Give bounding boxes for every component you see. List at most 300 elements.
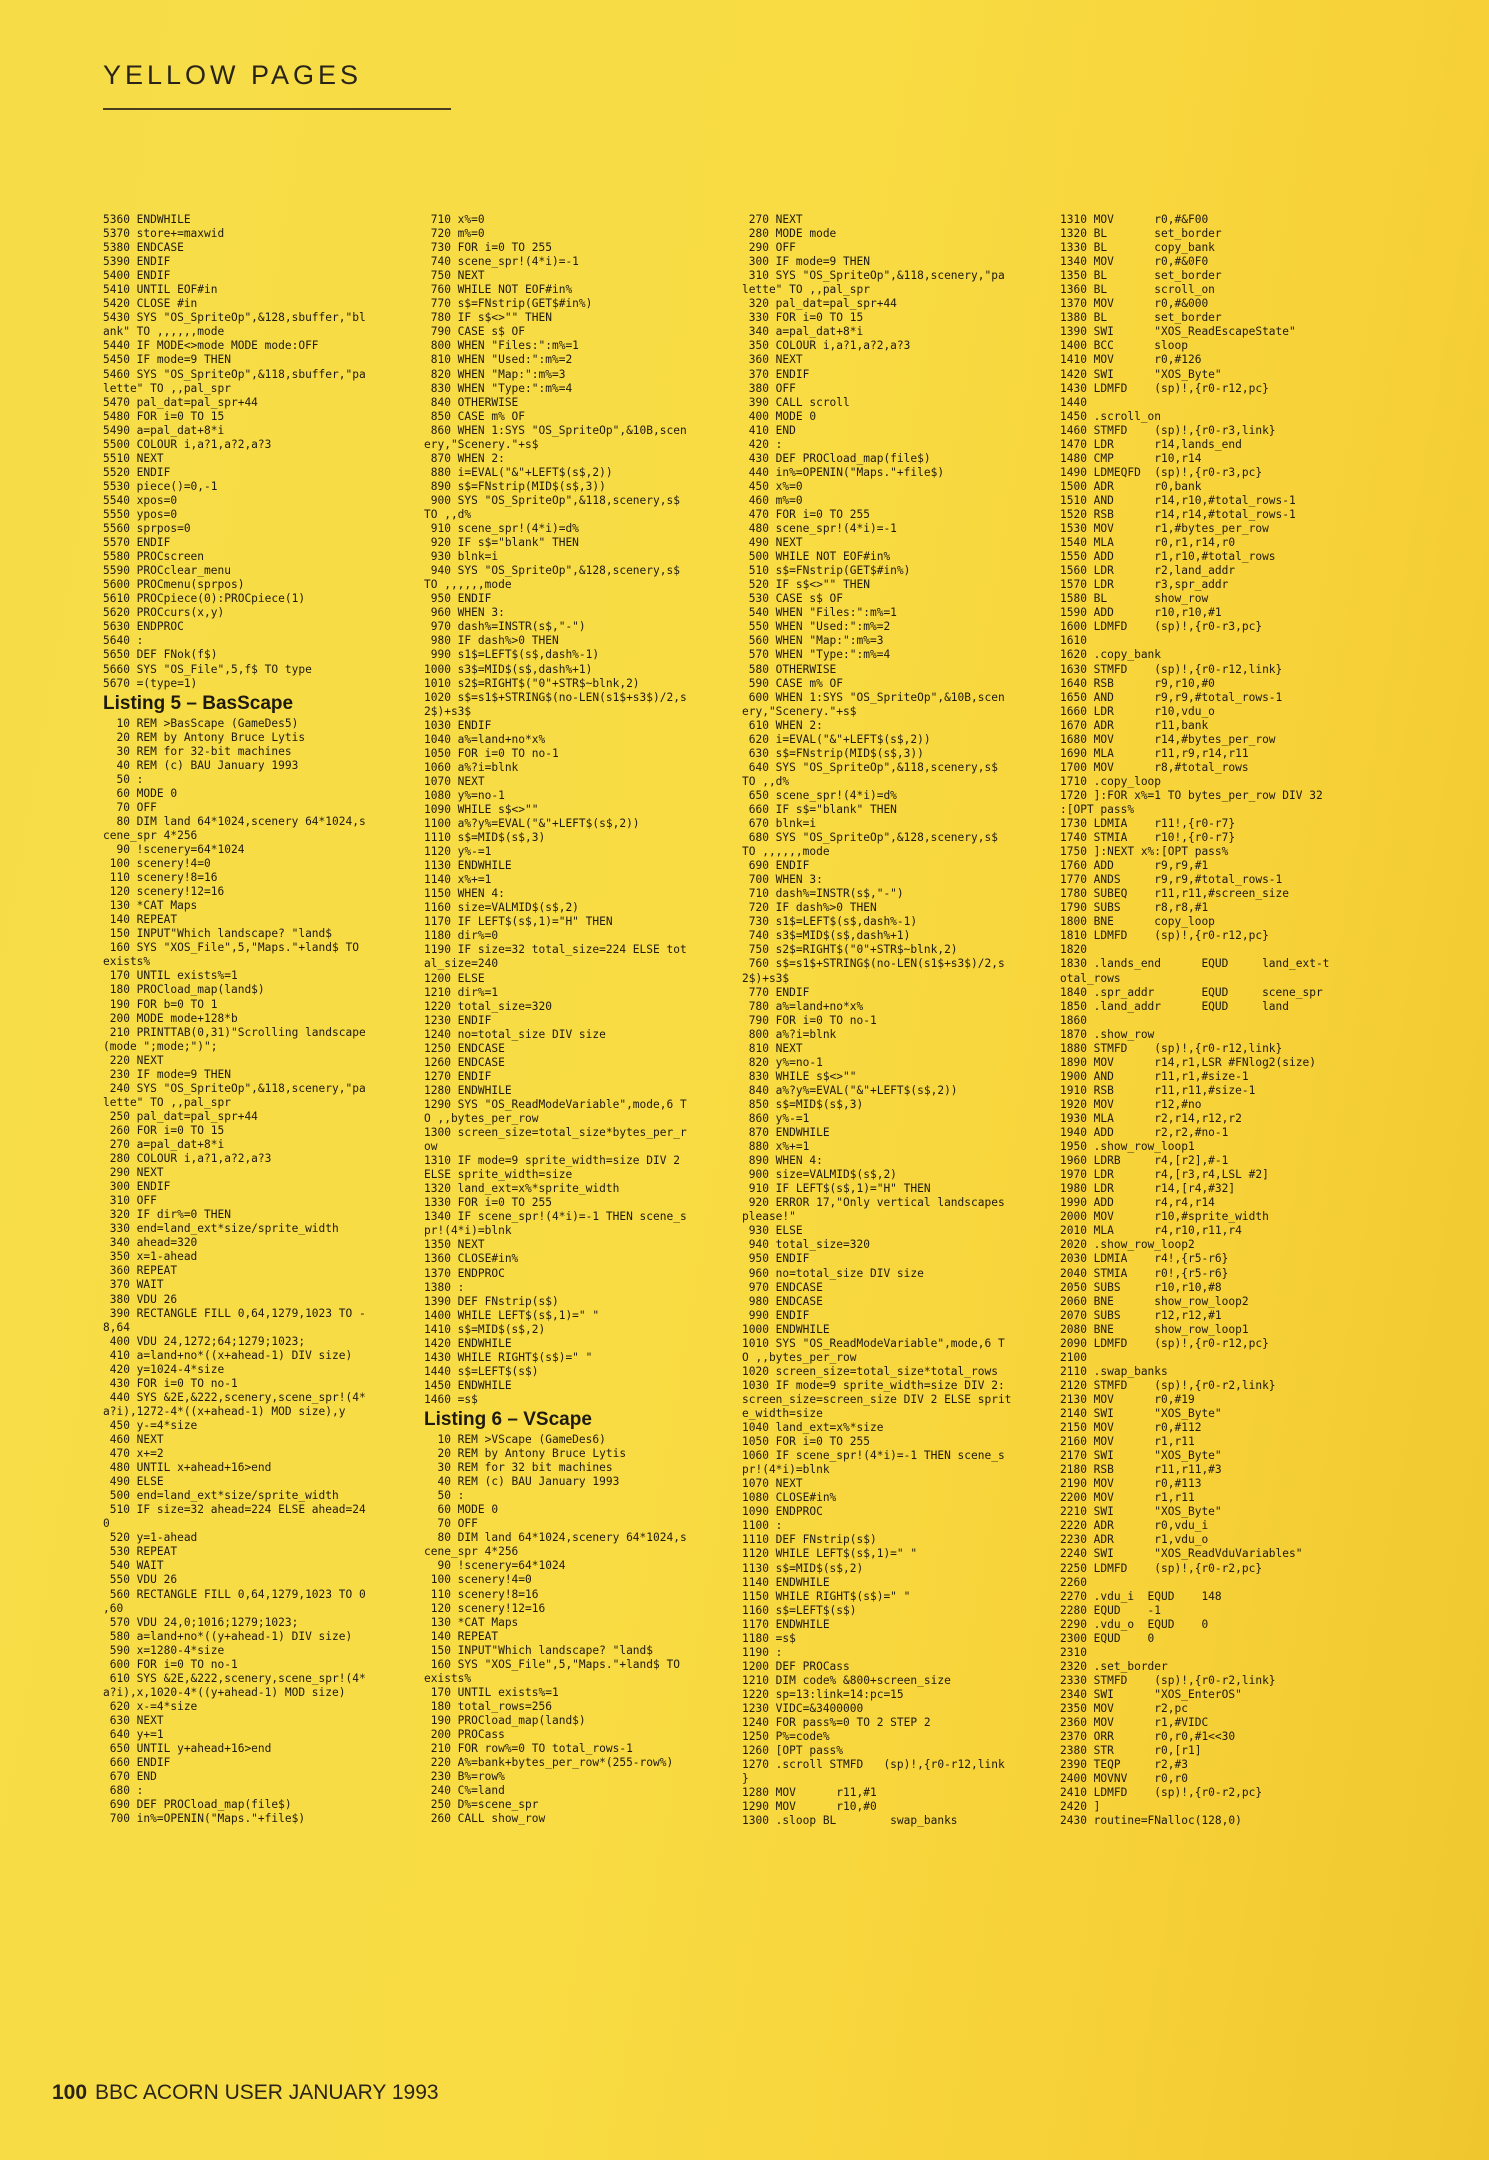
code-line: 1900 AND r11,r1,#size-1: [1060, 1069, 1249, 1083]
code-line: 970 dash%=INSTR(s$,"-"): [424, 620, 586, 634]
code-line: 740 s3$=MID$(s$,dash%+1): [742, 929, 911, 943]
code-line: 280 COLOUR i,a?1,a?2,a?3: [103, 1152, 272, 1166]
code-line: 1540 MLA r0,r1,r14,r0: [1060, 536, 1236, 550]
code-line: 2230 ADR r1,vdu_o: [1060, 1533, 1209, 1547]
code-line: 370 WAIT: [103, 1278, 164, 1292]
code-line: 60 MODE 0: [103, 786, 178, 800]
code-line: 460 NEXT: [103, 1432, 164, 1446]
code-line: 1210 dir%=1: [424, 985, 499, 999]
code-line: 310 OFF: [103, 1194, 157, 1208]
code-line: 540 WHEN "Files:":m%=1: [742, 606, 897, 620]
code-line: 210 FOR row%=0 TO total_rows-1: [424, 1742, 633, 1756]
code-line: 1370 MOV r0,#&000: [1060, 297, 1209, 311]
code-line: 1010 s2$=RIGHT$("0"+STR$~blnk,2): [424, 676, 640, 690]
code-line: 90 !scenery=64*1024: [103, 843, 245, 857]
code-line: 410 END: [742, 423, 796, 437]
code-line: 260 FOR i=0 TO 15: [103, 1123, 225, 1137]
code-line: 980 IF dash%>0 THEN: [424, 634, 559, 648]
code-line: 2320 .set_border: [1060, 1659, 1168, 1673]
code-line: 1790 SUBS r8,r8,#1: [1060, 901, 1209, 915]
code-line: 480 scene_spr!(4*i)=-1: [742, 522, 897, 536]
code-line: 1250 P%=code%: [742, 1730, 830, 1744]
code-line: 1860: [1060, 1013, 1087, 1027]
code-line: TO ,,d%: [742, 774, 790, 788]
code-line: al_size=240: [424, 957, 499, 971]
code-line: 710 dash%=INSTR(s$,"-"): [742, 887, 904, 901]
code-line: exists%: [424, 1671, 472, 1685]
code-line: 1310 IF mode=9 sprite_width=size DIV 2: [424, 1154, 680, 1168]
code-line: 5570 ENDIF: [103, 536, 171, 550]
code-line: 630 NEXT: [103, 1713, 164, 1727]
code-line: 1290 MOV r10,#0: [742, 1800, 877, 1814]
code-line: 540 WAIT: [103, 1559, 164, 1573]
code-line: 400 VDU 24,1272;64;1279;1023;: [103, 1334, 306, 1348]
code-line: 1160 size=VALMID$(s$,2): [424, 901, 579, 915]
code-line: 70 OFF: [424, 1517, 478, 1531]
code-line: 20 REM by Antony Bruce Lytis: [424, 1447, 627, 1461]
code-line: 2030 LDMIA r4!,{r5-r6}: [1060, 1252, 1229, 1266]
code-line: 90 !scenery=64*1024: [424, 1559, 566, 1573]
code-line: 1410 MOV r0,#126: [1060, 353, 1202, 367]
code-line: 340 a=pal_dat+8*i: [742, 325, 864, 339]
code-line: 690 DEF PROCload_map(file$): [103, 1798, 292, 1812]
code-line: 240 SYS "OS_SpriteOp",&118,scenery,"pa: [103, 1081, 366, 1095]
code-line: 2000 MOV r10,#sprite_width: [1060, 1210, 1269, 1224]
code-line: 1500 ADR r0,bank: [1060, 479, 1202, 493]
code-line: 120 scenery!12=16: [424, 1601, 546, 1615]
code-line: 1060 a%?i=blnk: [424, 760, 519, 774]
code-line: 610 SYS &2E,&222,scenery,scene_spr!(4*: [103, 1671, 366, 1685]
code-line: TO ,,,,,,mode: [742, 845, 830, 859]
code-line: 700 in%=OPENIN("Maps."+file$): [103, 1812, 306, 1826]
code-line: 1390 SWI "XOS_ReadEscapeState": [1060, 325, 1296, 339]
code-line: 5400 ENDIF: [103, 269, 171, 283]
code-line: 150 INPUT"Which landscape? "land$: [424, 1643, 654, 1657]
code-line: 5530 piece()=0,-1: [103, 479, 218, 493]
code-line: 100 scenery!4=0: [103, 857, 211, 871]
code-line: 1210 DIM code% &800+screen_size: [742, 1673, 951, 1687]
code-line: 10 REM >BasScape (GameDes5): [103, 716, 299, 730]
code-line: 910 IF LEFT$(s$,1)="H" THEN: [742, 1182, 931, 1196]
code-line: 1300 screen_size=total_size*bytes_per_r: [424, 1126, 687, 1140]
code-line: 1000 ENDWHILE: [742, 1322, 830, 1336]
code-line: 220 A%=bank+bytes_per_row*(255-row%): [424, 1756, 674, 1770]
code-line: 2050 SUBS r10,r10,#8: [1060, 1280, 1222, 1294]
code-line: 530 CASE s$ OF: [742, 592, 844, 606]
code-line: 120 scenery!12=16: [103, 885, 225, 899]
code-line: 760 WHILE NOT EOF#in%: [424, 283, 573, 297]
code-line: 310 SYS "OS_SpriteOp",&118,scenery,"pa: [742, 269, 1005, 283]
code-line: 880 x%+=1: [742, 1140, 810, 1154]
code-line: 830 WHEN "Type:":m%=4: [424, 381, 573, 395]
code-line: 1060 IF scene_spr!(4*i)=-1 THEN scene_s: [742, 1449, 1005, 1463]
code-line: 20 REM by Antony Bruce Lytis: [103, 730, 306, 744]
code-line: 1100 :: [742, 1519, 783, 1533]
code-line: otal_rows: [1060, 971, 1121, 985]
code-line: 1290 SYS "OS_ReadModeVariable",mode,6 T: [424, 1097, 687, 1111]
code-line: 1840 .spr_addr EQUD scene_spr: [1060, 985, 1323, 999]
code-line: 1280 MOV r11,#1: [742, 1786, 877, 1800]
code-line: 270 NEXT: [742, 213, 803, 226]
code-line: 1320 land_ext=x%*sprite_width: [424, 1182, 620, 1196]
code-line: 470 x+=2: [103, 1447, 164, 1461]
code-line: 1730 LDMIA r11!,{r0-r7}: [1060, 817, 1236, 831]
code-line: 5650 DEF FNok(f$): [103, 648, 218, 662]
code-line: 990 ENDIF: [742, 1308, 810, 1322]
code-line: 1870 .show_row: [1060, 1027, 1155, 1041]
code-line: cene_spr 4*256: [103, 828, 198, 842]
code-line: :[OPT pass%: [1060, 802, 1135, 816]
code-line: 2340 SWI "XOS_EnterOS": [1060, 1687, 1242, 1701]
code-line: 1690 MLA r11,r9,r14,r11: [1060, 746, 1249, 760]
code-line: 1080 CLOSE#in%: [742, 1491, 837, 1505]
code-line: 800 WHEN "Files:":m%=1: [424, 339, 579, 353]
code-line: 1430 LDMFD (sp)!,{r0-r12,pc}: [1060, 381, 1269, 395]
code-line: 1100 a%?y%=EVAL("&"+LEFT$(s$,2)): [424, 817, 640, 831]
code-line: 5640 :: [103, 634, 144, 648]
code-line: TO ,,,,,,mode: [424, 578, 512, 592]
code-line: 480 UNTIL x+ahead+16>end: [103, 1461, 272, 1475]
code-line: 520 y=1-ahead: [103, 1531, 198, 1545]
code-line: 1220 sp=13:link=14:pc=15: [742, 1687, 904, 1701]
code-line: 1350 NEXT: [424, 1238, 485, 1252]
code-line: a?i),1272-4*((x+ahead-1) MOD size),y: [103, 1404, 346, 1418]
code-line: 5670 =(type=1): [103, 676, 198, 690]
code-line: 5380 ENDCASE: [103, 241, 184, 255]
code-line: 5600 PROCmenu(sprpos): [103, 578, 245, 592]
code-line: 1850 .land_addr EQUD land: [1060, 999, 1290, 1013]
code-line: 660 ENDIF: [103, 1756, 171, 1770]
code-line: 110 scenery!8=16: [103, 871, 218, 885]
code-line: 1430 WHILE RIGHT$(s$)=" ": [424, 1350, 593, 1364]
code-line: 1020 s$=s1$+STRING$(no-LEN(s1$+s3$)/2,s: [424, 690, 687, 704]
code-line: 440 in%=OPENIN("Maps."+file$): [742, 465, 945, 479]
code-line: 670 END: [103, 1770, 157, 1784]
code-line: 1250 ENDCASE: [424, 1041, 505, 1055]
code-line: 700 WHEN 3:: [742, 873, 823, 887]
code-line: 5510 NEXT: [103, 451, 164, 465]
code-line: 490 ELSE: [103, 1475, 164, 1489]
code-line: 1410 s$=MID$(s$,2): [424, 1322, 546, 1336]
code-line: 470 FOR i=0 TO 255: [742, 507, 870, 521]
code-line: 1780 SUBEQ r11,r11,#screen_size: [1060, 887, 1290, 901]
code-line: 620 i=EVAL("&"+LEFT$(s$,2)): [742, 732, 931, 746]
code-line: 1560 LDR r2,land_addr: [1060, 564, 1236, 578]
code-line: 2420 ]: [1060, 1800, 1101, 1814]
code-line: 730 FOR i=0 TO 255: [424, 241, 552, 255]
code-line: 1040 land_ext=x%*size: [742, 1421, 884, 1435]
code-line: 160 SYS "XOS_File",5,"Maps."+land$ TO: [424, 1657, 680, 1671]
code-line: 770 ENDIF: [742, 985, 810, 999]
code-line: 1360 BL scroll_on: [1060, 283, 1215, 297]
code-line: 1170 ENDWHILE: [742, 1617, 830, 1631]
code-line: 890 WHEN 4:: [742, 1154, 823, 1168]
code-line: 160 SYS "XOS_File",5,"Maps."+land$ TO: [103, 941, 359, 955]
code-line: 1150 WHEN 4:: [424, 887, 505, 901]
code-line: 1720 ]:FOR x%=1 TO bytes_per_row DIV 32: [1060, 788, 1323, 802]
code-line: 1420 SWI "XOS_Byte": [1060, 367, 1222, 381]
code-line: 150 INPUT"Which landscape? "land$: [103, 927, 333, 941]
code-line: 140 REPEAT: [424, 1629, 499, 1643]
code-line: 560 RECTANGLE FILL 0,64,1279,1023 TO 0: [103, 1587, 366, 1601]
code-line: 240 C%=land: [424, 1784, 505, 1798]
code-line: 50 :: [424, 1489, 465, 1503]
code-line: 1120 WHILE LEFT$(s$,1)=" ": [742, 1547, 918, 1561]
code-line: 1710 .copy_loop: [1060, 774, 1162, 788]
code-line: 940 total_size=320: [742, 1238, 870, 1252]
code-line: 1230 VIDC=&3400000: [742, 1701, 864, 1715]
code-line: 920 IF s$="blank" THEN: [424, 536, 579, 550]
code-line: 2330 STMFD (sp)!,{r0-r2,link}: [1060, 1673, 1276, 1687]
code-line: 230 B%=row%: [424, 1770, 505, 1784]
code-line: 2$)+s3$: [424, 704, 472, 718]
code-line: 5610 PROCpiece(0):PROCpiece(1): [103, 592, 306, 606]
code-line: 5520 ENDIF: [103, 465, 171, 479]
code-line: 1600 LDMFD (sp)!,{r0-r3,pc}: [1060, 620, 1263, 634]
code-line: 510 s$=FNstrip(GET$#in%): [742, 564, 911, 578]
code-line: 270 a=pal_dat+8*i: [103, 1138, 225, 1151]
code-line: 1390 DEF FNstrip(s$): [424, 1294, 559, 1308]
code-line: 5420 CLOSE #in: [103, 297, 198, 311]
code-line: ,60: [103, 1601, 124, 1615]
code-line: 1700 MOV r8,#total_rows: [1060, 760, 1249, 774]
code-line: 2190 MOV r0,#113: [1060, 1477, 1202, 1491]
code-line: 620 x-=4*size: [103, 1699, 198, 1713]
code-line: 1200 DEF PROCass: [742, 1659, 850, 1673]
code-line: 350 x=1-ahead: [103, 1250, 198, 1264]
code-line: 1420 ENDWHILE: [424, 1336, 512, 1350]
code-line: 8,64: [103, 1320, 130, 1334]
code-line: 5440 IF MODE<>mode MODE mode:OFF: [103, 339, 319, 353]
code-line: 730 s1$=LEFT$(s$,dash%-1): [742, 915, 918, 929]
code-line: 780 a%=land+no*x%: [742, 999, 864, 1013]
code-line: 1300 .sloop BL swap_banks: [742, 1814, 958, 1828]
code-line: 130 *CAT Maps: [424, 1615, 519, 1629]
code-line: pr!(4*i)=blnk: [742, 1463, 830, 1477]
code-line: 860 y%-=1: [742, 1112, 810, 1125]
code-line: ery,"Scenery."+s$: [424, 437, 539, 451]
code-line: 370 ENDIF: [742, 367, 810, 381]
code-line: 1830 .lands_end EQUD land_ext-t: [1060, 957, 1330, 971]
code-line: 1110 DEF FNstrip(s$): [742, 1533, 877, 1547]
code-line: 2010 MLA r4,r10,r11,r4: [1060, 1224, 1242, 1238]
code-line: 2350 MOV r2,pc: [1060, 1701, 1188, 1715]
code-line: 1810 LDMFD (sp)!,{r0-r12,pc}: [1060, 929, 1269, 943]
code-line: 410 a=land+no*((x+ahead-1) DIV size): [103, 1348, 353, 1362]
code-line: 1140 x%+=1: [424, 873, 492, 887]
code-line: 870 ENDWHILE: [742, 1126, 830, 1140]
code-line: 2400 MOVNV r0,r0: [1060, 1772, 1188, 1786]
code-line: lette" TO ,,pal_spr: [742, 283, 870, 297]
code-line: 930 blnk=i: [424, 550, 499, 564]
code-line: 1350 BL set_border: [1060, 269, 1222, 283]
code-line: 840 a%?y%=EVAL("&"+LEFT$(s$,2)): [742, 1083, 958, 1097]
code-line: 2130 MOV r0,#19: [1060, 1392, 1195, 1406]
code-line: e_width=size: [742, 1406, 823, 1420]
code-line: 2430 routine=FNalloc(128,0): [1060, 1814, 1242, 1828]
code-line: 1380 :: [424, 1280, 465, 1294]
code-line: 590 x=1280-4*size: [103, 1643, 225, 1657]
code-line: 190 FOR b=0 TO 1: [103, 997, 218, 1011]
code-line: 110 scenery!8=16: [424, 1587, 539, 1601]
code-line: 650 UNTIL y+ahead+16>end: [103, 1742, 272, 1756]
code-line: (mode ";mode;")";: [103, 1039, 218, 1053]
code-line: 660 IF s$="blank" THEN: [742, 802, 897, 816]
code-line: 1200 ELSE: [424, 971, 485, 985]
code-line: 840 OTHERWISE: [424, 395, 519, 409]
code-line: 1630 STMFD (sp)!,{r0-r12,link}: [1060, 662, 1283, 676]
code-line: 2090 LDMFD (sp)!,{r0-r12,pc}: [1060, 1336, 1269, 1350]
code-line: 930 ELSE: [742, 1224, 803, 1238]
code-line: 1070 NEXT: [424, 774, 485, 788]
code-line: 350 COLOUR i,a?1,a?2,a?3: [742, 339, 911, 353]
code-line: 5430 SYS "OS_SpriteOp",&128,sbuffer,"bl: [103, 311, 366, 325]
code-line: 5410 UNTIL EOF#in: [103, 283, 218, 297]
code-line: 1440 s$=LEFT$(s$): [424, 1364, 539, 1378]
code-line: 630 s$=FNstrip(MID$(s$,3)): [742, 746, 924, 760]
code-line: 910 scene_spr!(4*i)=d%: [424, 522, 579, 536]
code-line: 5580 PROCscreen: [103, 550, 205, 564]
code-line: 1670 ADR r11,bank: [1060, 718, 1209, 732]
code-line: 580 a=land+no*((y+ahead-1) DIV size): [103, 1629, 353, 1643]
code-line: 2180 RSB r11,r11,#3: [1060, 1463, 1222, 1477]
code-line: 5470 pal_dat=pal_spr+44: [103, 395, 258, 409]
code-line: 1370 ENDPROC: [424, 1266, 505, 1280]
code-line: 790 CASE s$ OF: [424, 325, 526, 339]
code-line: 1180 dir%=0: [424, 929, 499, 943]
header-rule: [103, 108, 451, 110]
code-line: 770 s$=FNstrip(GET$#in%): [424, 297, 593, 311]
code-line: 130 *CAT Maps: [103, 899, 198, 913]
code-line: 2070 SUBS r12,r12,#1: [1060, 1308, 1222, 1322]
code-line: 1180 =s$: [742, 1631, 796, 1645]
code-line: 900 size=VALMID$(s$,2): [742, 1168, 897, 1182]
code-line: 1400 BCC sloop: [1060, 339, 1188, 353]
code-line: }: [742, 1772, 749, 1786]
code-line: 380 OFF: [742, 381, 796, 395]
code-line: 290 OFF: [742, 241, 796, 255]
code-line: 2210 SWI "XOS_Byte": [1060, 1505, 1222, 1519]
code-line: 2370 ORR r0,r0,#1<<30: [1060, 1730, 1236, 1744]
code-line: 430 DEF PROCload_map(file$): [742, 451, 931, 465]
code-line: 40 REM (c) BAU January 1993: [424, 1475, 620, 1489]
code-line: 1240 no=total_size DIV size: [424, 1027, 606, 1041]
code-line: 2410 LDMFD (sp)!,{r0-r2,pc}: [1060, 1786, 1263, 1800]
code-line: 570 VDU 24,0;1016;1279;1023;: [103, 1615, 299, 1629]
code-line: 1490 LDMEQFD (sp)!,{r0-r3,pc}: [1060, 465, 1263, 479]
code-line: 1150 WHILE RIGHT$(s$)=" ": [742, 1589, 911, 1603]
code-line: 1080 y%=no-1: [424, 788, 505, 802]
code-line: 810 WHEN "Used:":m%=2: [424, 353, 573, 367]
code-line: 100 scenery!4=0: [424, 1573, 532, 1587]
code-line: 990 s1$=LEFT$(s$,dash%-1): [424, 648, 600, 662]
code-line: 1330 BL copy_bank: [1060, 241, 1215, 255]
code-line: 2020 .show_row_loop2: [1060, 1238, 1195, 1252]
code-line: 2280 EQUD -1: [1060, 1603, 1162, 1617]
code-line: 1930 MLA r2,r14,r12,r2: [1060, 1112, 1242, 1125]
code-line: 2110 .swap_banks: [1060, 1364, 1168, 1378]
code-line: 800 a%?i=blnk: [742, 1027, 837, 1041]
code-line: 1800 BNE copy_loop: [1060, 915, 1215, 929]
code-line: 680 SYS "OS_SpriteOp",&128,scenery,s$: [742, 831, 998, 845]
listing-heading: Listing 5 – BasScape: [103, 692, 294, 714]
code-line: 1460 =s$: [424, 1392, 478, 1406]
code-line: screen_size=screen_size DIV 2 ELSE sprit: [742, 1392, 1012, 1406]
code-line: 1380 BL set_border: [1060, 311, 1222, 325]
code-line: 1040 a%=land+no*x%: [424, 732, 546, 746]
code-line: 820 y%=no-1: [742, 1055, 823, 1069]
code-line: 260 CALL show_row: [424, 1812, 546, 1826]
code-line: 1340 MOV r0,#&0F0: [1060, 255, 1209, 269]
code-line: 190 PROCload_map(land$): [424, 1713, 586, 1727]
code-line: 0: [103, 1517, 110, 1531]
code-line: 1240 FOR pass%=0 TO 2 STEP 2: [742, 1716, 931, 1730]
code-line: 1940 ADD r2,r2,#no-1: [1060, 1126, 1229, 1140]
code-line: 1050 FOR i=0 TO no-1: [424, 746, 559, 760]
code-line: 250 D%=scene_spr: [424, 1798, 539, 1812]
code-line: 950 ENDIF: [424, 592, 492, 606]
code-line: 450 x%=0: [742, 479, 803, 493]
code-line: 1920 MOV r12,#no: [1060, 1097, 1202, 1111]
code-line: 1470 LDR r14,lands_end: [1060, 437, 1242, 451]
code-line: 2220 ADR r0,vdu_i: [1060, 1519, 1209, 1533]
code-line: 550 VDU 26: [103, 1573, 178, 1587]
code-line: 680 :: [103, 1784, 144, 1798]
code-line: 1550 ADD r1,r10,#total_rows: [1060, 550, 1276, 564]
code-line: 1280 ENDWHILE: [424, 1083, 512, 1097]
code-line: 1400 WHILE LEFT$(s$,1)=" ": [424, 1308, 600, 1322]
code-line: 200 MODE mode+128*b: [103, 1011, 238, 1025]
code-line: 1190 :: [742, 1645, 783, 1659]
code-line: 5550 ypos=0: [103, 507, 178, 521]
code-line: 5660 SYS "OS_File",5,f$ TO type: [103, 662, 312, 676]
code-line: 2040 STMIA r0!,{r5-r6}: [1060, 1266, 1229, 1280]
code-line: please!": [742, 1210, 796, 1224]
code-line: 300 ENDIF: [103, 1180, 171, 1194]
code-line: 2080 BNE show_row_loop1: [1060, 1322, 1249, 1336]
code-line: 290 NEXT: [103, 1166, 164, 1180]
code-line: 400 MODE 0: [742, 409, 817, 423]
code-line: 650 scene_spr!(4*i)=d%: [742, 788, 897, 802]
listing-column-4: [1060, 213, 1360, 1828]
code-line: 1610: [1060, 634, 1087, 648]
code-line: 1660 LDR r10,vdu_o: [1060, 704, 1215, 718]
code-line: 950 ENDIF: [742, 1252, 810, 1266]
code-line: 640 y+=1: [103, 1727, 164, 1741]
code-line: 5390 ENDIF: [103, 255, 171, 269]
code-line: 1890 MOV r14,r1,LSR #FNlog2(size): [1060, 1055, 1316, 1069]
code-line: 1620 .copy_bank: [1060, 648, 1162, 662]
code-line: 30 REM for 32-bit machines: [103, 744, 292, 758]
code-line: 900 SYS "OS_SpriteOp",&118,scenery,s$: [424, 493, 680, 507]
code-line: 610 WHEN 2:: [742, 718, 823, 732]
code-line: 430 FOR i=0 TO no-1: [103, 1376, 238, 1390]
code-line: 2100: [1060, 1350, 1087, 1364]
code-line: 2150 MOV r0,#112: [1060, 1421, 1202, 1435]
code-line: 30 REM for 32 bit machines: [424, 1461, 613, 1475]
code-line: 320 pal_dat=pal_spr+44: [742, 297, 897, 311]
code-line: TO ,,d%: [424, 507, 472, 521]
code-line: 450 y-=4*size: [103, 1418, 198, 1432]
code-line: 600 WHEN 1:SYS "OS_SpriteOp",&10B,scen: [742, 690, 1005, 704]
code-line: 2300 EQUD 0: [1060, 1631, 1155, 1645]
code-line: 1650 AND r9,r9,#total_rows-1: [1060, 690, 1283, 704]
code-line: 2060 BNE show_row_loop2: [1060, 1294, 1249, 1308]
code-line: 1970 LDR r4,[r3,r4,LSL #2]: [1060, 1168, 1269, 1182]
code-line: 2140 SWI "XOS_Byte": [1060, 1406, 1222, 1420]
code-line: 1050 FOR i=0 TO 255: [742, 1435, 870, 1449]
code-line: 2240 SWI "XOS_ReadVduVariables": [1060, 1547, 1303, 1561]
